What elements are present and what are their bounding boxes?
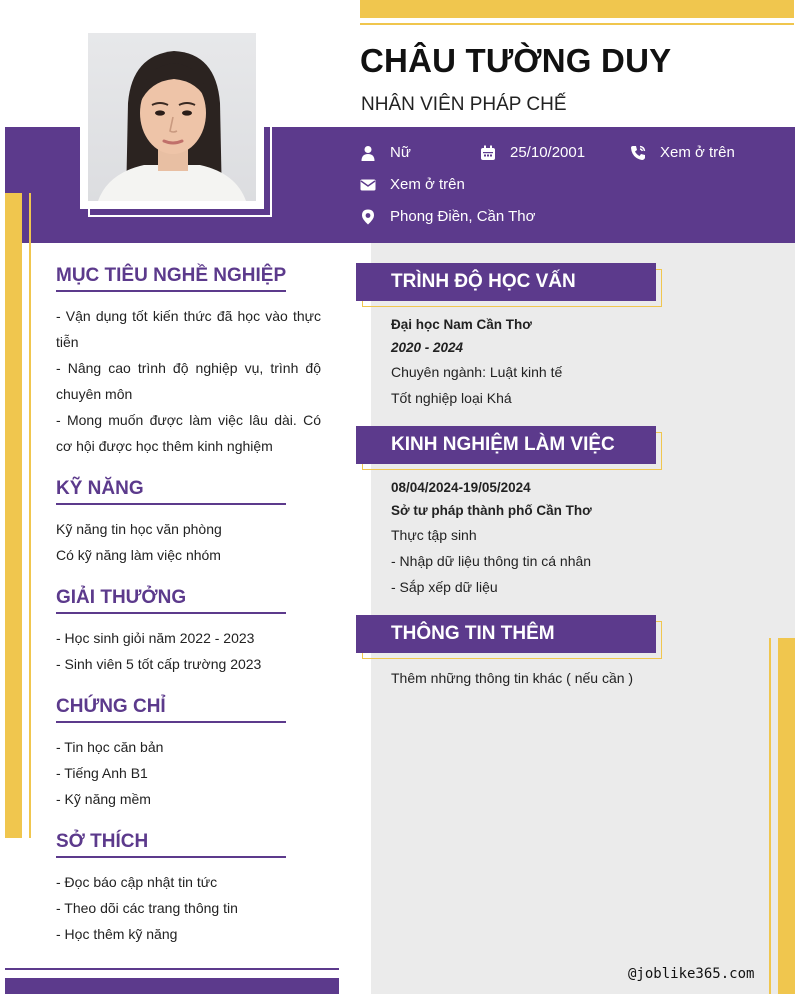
candidate-name: CHÂU TƯỜNG DUY: [360, 42, 672, 79]
experience-company: Sở tư pháp thành phố Cần Thơ: [391, 503, 592, 518]
hobbies-line: - Học thêm kỹ năng: [56, 926, 178, 942]
certificates-section: [56, 696, 321, 812]
top-yellow-bar: [360, 0, 794, 18]
education-title: TRÌNH ĐỘ HỌC VẤN: [356, 263, 656, 301]
top-yellow-line: [360, 23, 794, 25]
left-yellow-bar: [5, 193, 22, 838]
experience-task: - Sắp xếp dữ liệu: [391, 579, 498, 595]
gender-value: Nữ: [390, 144, 411, 161]
certificates-title: CHỨNG CHỈ: [56, 696, 286, 723]
email-value: Xem ở trên: [390, 176, 465, 193]
info-email: [360, 176, 465, 193]
extra-header: [356, 615, 662, 659]
objective-line: - Vận dụng tốt kiến thức đã học vào thực tiễn: [56, 308, 321, 350]
extra-text: Thêm những thông tin khác ( nếu cần ): [391, 670, 634, 686]
hobbies-line: - Đọc báo cập nhật tin tức: [56, 874, 218, 890]
certificates-line: - Kỹ năng mềm: [56, 791, 151, 807]
awards-section: [56, 587, 321, 677]
objective-line: - Nâng cao trình độ nghiệp vụ, trình độ chuyên môn: [56, 360, 321, 402]
skills-title: KỸ NĂNG: [56, 478, 286, 505]
hobbies-body: [56, 869, 321, 947]
certificates-body: [56, 734, 321, 812]
calendar-icon: [480, 145, 496, 161]
awards-title: GIẢI THƯỞNG: [56, 587, 286, 614]
watermark: @joblike365.com: [628, 966, 755, 982]
experience-task: - Nhập dữ liệu thông tin cá nhân: [391, 553, 592, 569]
phone-icon: [630, 145, 646, 161]
info-address: [360, 208, 535, 225]
experience-title: KINH NGHIỆM LÀM VIỆC: [356, 426, 656, 464]
hobbies-section: [56, 831, 321, 947]
education-period: 2020 - 2024: [391, 340, 464, 355]
extra-body: [391, 665, 761, 691]
awards-line: - Sinh viên 5 tốt cấp trường 2023: [56, 656, 262, 672]
right-yellow-line: [769, 638, 771, 994]
experience-position: Thực tập sinh: [391, 527, 477, 543]
extra-title: THÔNG TIN THÊM: [356, 615, 656, 653]
education-body: [391, 313, 761, 411]
map-pin-icon: [360, 209, 376, 225]
objective-line: - Mong muốn được làm việc lâu dài. Có cơ hội được học thêm kinh nghiệm: [56, 412, 321, 454]
experience-period: 08/04/2024-19/05/2024: [391, 480, 531, 495]
awards-body: [56, 625, 321, 677]
certificates-line: - Tiếng Anh B1: [56, 765, 148, 781]
right-yellow-bar: [778, 638, 795, 994]
address-value: Phong Điền, Cần Thơ: [390, 208, 536, 225]
skills-line: Kỹ năng tin học văn phòng: [56, 521, 222, 537]
education-major: Chuyên ngành: Luật kinh tế: [391, 364, 563, 380]
avatar: [88, 33, 256, 201]
phone-value: Xem ở trên: [660, 144, 735, 161]
hobbies-title: SỞ THÍCH: [56, 831, 286, 858]
experience-body: [391, 476, 761, 600]
objective-section: [56, 265, 321, 459]
info-gender: [360, 144, 411, 161]
dob-value: 25/10/2001: [510, 144, 586, 161]
awards-line: - Học sinh giỏi năm 2022 - 2023: [56, 630, 255, 646]
education-grade: Tốt nghiệp loại Khá: [391, 390, 512, 406]
info-phone: [630, 144, 735, 161]
experience-header: [356, 426, 662, 470]
hobbies-line: - Theo dõi các trang thông tin: [56, 900, 238, 916]
job-title: NHÂN VIÊN PHÁP CHẾ: [361, 94, 567, 115]
objective-body: [56, 303, 321, 459]
bottom-purple-line: [5, 968, 339, 970]
skills-section: [56, 478, 321, 568]
skills-body: [56, 516, 321, 568]
left-yellow-line: [29, 193, 31, 838]
bottom-purple-bar: [5, 978, 339, 994]
education-school: Đại học Nam Cần Thơ: [391, 317, 532, 332]
user-icon: [360, 145, 376, 161]
education-header: [356, 263, 662, 307]
info-dob: [480, 144, 585, 161]
envelope-icon: [360, 177, 376, 193]
objective-title: MỤC TIÊU NGHỀ NGHIỆP: [56, 265, 286, 292]
certificates-line: - Tin học căn bản: [56, 739, 164, 755]
skills-line: Có kỹ năng làm việc nhóm: [56, 547, 221, 563]
